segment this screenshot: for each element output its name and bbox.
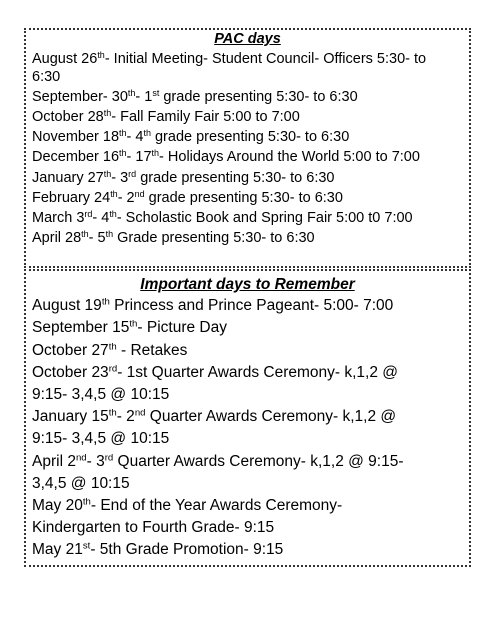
important-day-entry: October 27th - Retakes: [32, 341, 188, 359]
important-day-entry: January 15th- 2nd Quarter Awards Ceremony- k,1,2 @ 9:15- 3,4,5 @ 10:15: [32, 408, 397, 448]
important-day-entry: September 15th- Picture Day: [32, 318, 227, 337]
important-day-entry: October 23rd- 1st Quarter Awards Ceremony- k,1,2 @ 9:15- 3,4,5 @ 10:15: [32, 363, 398, 403]
pac-day-entry: January 27th- 3rd grade presenting 5:30- to 6:30: [32, 168, 335, 186]
pac-day-entry: March 3rd- 4th- Scholastic Book and Spring Fair 5:00 t0 7:00: [32, 208, 413, 226]
important-day-entry: May 20th- End of the Year Awards Ceremony- Kindergarten to Fourth Grade- 9:15: [32, 496, 343, 536]
important-days-list: [26, 295, 469, 561]
pac-days-list: [26, 50, 469, 247]
pac-day-entry: September- 30th- 1st grade presenting 5:30- to 6:30: [32, 88, 358, 106]
pac-day-entry: October 28th- Fall Family Fair 5:00 to 7:00: [32, 108, 300, 126]
pac-day-entry: April 28th- 5th Grade presenting 5:30- to 6:30: [32, 228, 315, 246]
important-day-entry: April 2nd- 3rd Quarter Awards Ceremony- k,1,2 @ 9:15- 3,4,5 @ 10:15: [32, 452, 404, 492]
pac-days-box: [24, 28, 471, 268]
pac-day-entry: August 26th- Initial Meeting- Student Council- Officers 5:30- to 6:30: [32, 50, 427, 86]
pac-days-heading: PAC days: [214, 31, 281, 47]
important-day-entry: August 19th Princess and Prince Pageant- 5:00- 7:00: [32, 296, 394, 314]
important-days-heading: Important days to Remember: [140, 276, 355, 293]
pac-day-entry: February 24th- 2nd grade presenting 5:30- to 6:30: [32, 188, 343, 206]
pac-day-entry: November 18th- 4th grade presenting 5:30- to 6:30: [32, 128, 350, 146]
important-days-box: [24, 269, 471, 567]
pac-day-entry: December 16th- 17th- Holidays Around the World 5:00 to 7:00: [32, 148, 420, 166]
important-day-entry: May 21st- 5th Grade Promotion- 9:15: [32, 540, 284, 559]
